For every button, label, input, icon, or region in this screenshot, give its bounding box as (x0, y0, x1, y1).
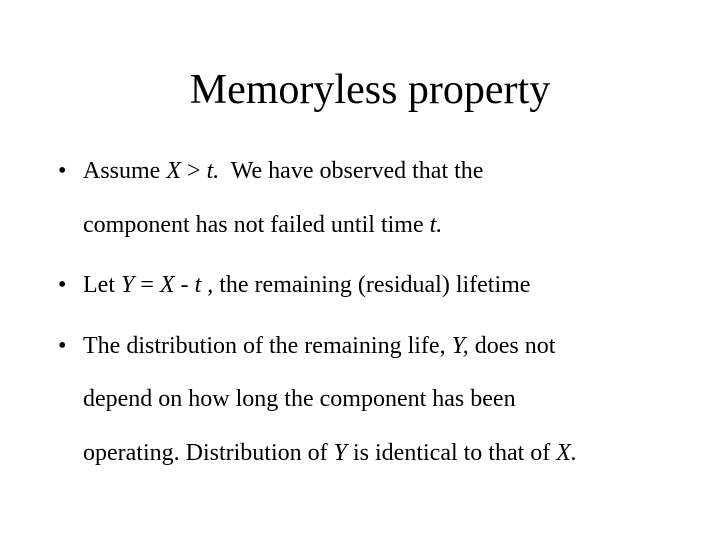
bullet-2-line-1 (83, 270, 530, 300)
text-segment: component has not failed until time (83, 212, 430, 238)
text-segment: Assume (83, 158, 167, 184)
variable-x: X (166, 158, 182, 184)
variable-y: Y (333, 440, 347, 466)
text-segment: does not (468, 333, 556, 359)
bullet-3-line-2 (83, 384, 516, 414)
bullet-1-line-2 (83, 210, 442, 240)
text-segment: We have observed that the (219, 158, 484, 184)
bullet-marker: • (58, 158, 67, 184)
text-segment: > (181, 158, 207, 184)
variable-y: Y, (451, 333, 469, 359)
text-segment: Let (83, 272, 121, 298)
bullet-3-line-3 (83, 438, 577, 468)
text-segment: The distribution of the remaining life, (83, 333, 452, 359)
variable-y: Y (120, 272, 135, 298)
variable-t: t. (206, 158, 220, 184)
variable-t: t (194, 272, 202, 298)
variable-x: X. (556, 440, 577, 466)
text-segment: , the remaining (residual) lifetime (201, 272, 531, 298)
text-segment: depend on how long the component has been (83, 386, 516, 412)
bullet-3-line-1 (83, 331, 555, 361)
bullet-1-line-1 (83, 156, 483, 186)
variable-x: X (159, 272, 175, 298)
slide-title: Memoryless property (189, 67, 551, 113)
text-segment: operating. Distribution of (83, 440, 334, 466)
text-segment: - (174, 272, 195, 298)
text-segment: is identical to that of (347, 440, 557, 466)
text-segment: = (134, 272, 160, 298)
bullet-marker: • (58, 272, 67, 298)
variable-t: t. (429, 212, 443, 238)
bullet-marker: • (58, 333, 67, 359)
